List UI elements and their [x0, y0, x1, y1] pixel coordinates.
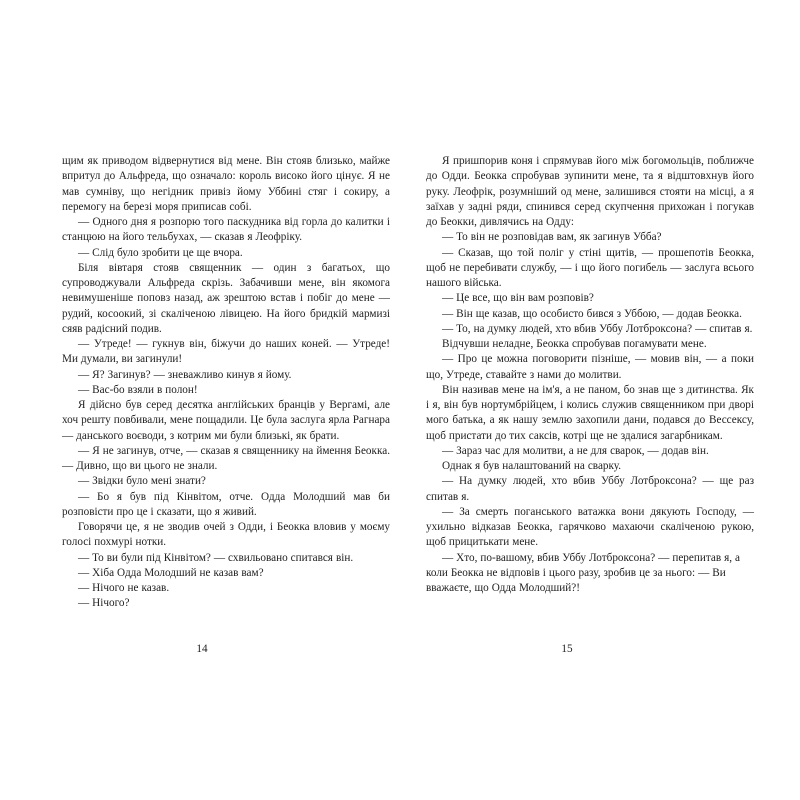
- paragraph: — Нічого?: [78, 597, 130, 610]
- paragraph: — Хто, по-вашому, вбив Уббу Лотброксона? — перепитав я, а коли Беокка не відповів і цього разу, зробив це за нього: — Ви вважаєте, що Одда Молодший?!: [426, 551, 740, 594]
- paragraph: Говорячи це, я не зводив очей з Одди, і Беокка вловив у моєму голосі похмурі нотки.: [62, 521, 390, 549]
- paragraph: — То, на думку людей, хто вбив Уббу Лотброксона? — спитав я.: [442, 322, 753, 335]
- paragraph: — Я? Загинув? — зневажливо кинув я йому.: [78, 368, 292, 381]
- paragraph: — Хіба Одда Молодший не казав вам?: [78, 566, 264, 579]
- left-page-number: 14: [196, 643, 208, 655]
- paragraph: — Я не загинув, отче, — сказав я священнику на ймення Беокка. — Дивно, що ви цього не знали.: [62, 444, 390, 472]
- paragraph: — Одного дня я розпорю того паскудника від горла до калитки і станцюю на його тельбухах, — сказав я Леофріку.: [62, 216, 390, 244]
- paragraph: Відчувши неладне, Беокка спробував погамувати мене.: [442, 338, 707, 350]
- left-page-text: [62, 154, 390, 612]
- paragraph: — Звідки було мені знати?: [78, 475, 206, 488]
- paragraph: — Вас-бо взяли в полон!: [78, 383, 198, 396]
- right-page-text: [426, 154, 754, 596]
- paragraph: — То ви були під Кінвітом? — схвильовано спитався він.: [78, 551, 354, 564]
- paragraph: Я дійсно був серед десятка англійських бранців у Вергамі, але хоч решту повбивали, мене пощадили. Це була заслуга ярла Рагнара — данського воєводи, з котрим ми були близькі, як брати.: [62, 399, 390, 442]
- paragraph: Він називав мене на ім'я, а не паном, бо знав ще з дитинства. Як і я, він був нортумбрійцем, і колись служив священником при дворі мого батька, а як нашу землю захопили дани, подався до Вессексу, щоб пристати до тих саксів, котрі ще не здалися загарбникам.: [426, 383, 754, 442]
- paragraph: — Сказав, що той поліг у стіні щитів, — прошепотів Беокка, щоб не перебивати службу, — і що його погибель — заслуга всього нашого війська.: [426, 246, 754, 289]
- paragraph: — За смерть поганського ватажка вони дякують Господу, — ухильно відказав Беокка, гарячково махаючи скаліченою рукою, щоб прицитькати мене.: [426, 505, 754, 549]
- paragraph: — Слід було зробити це ще вчора.: [78, 246, 243, 259]
- paragraph: щим як приводом відвернутися від мене. Він стояв близько, майже впритул до Альфреда, що означало: король високо його цінує. Я не мав сумніву, що негідник привіз йому Уббині стяг і сокиру, а перемогу на березі моря приписав собі.: [62, 155, 390, 213]
- paragraph: Однак я був налаштований на сварку.: [442, 460, 622, 472]
- paragraph: — То він не розповідав вам, як загинув Убба?: [442, 231, 662, 244]
- right-page-number: 15: [561, 643, 573, 655]
- paragraph: — Він ще казав, що особисто бився з Уббою, — додав Беокка.: [442, 307, 742, 320]
- paragraph: — Про це можна поговорити пізніше, — мовив він, — а поки що, Утреде, ставайте з нами до молитви.: [426, 353, 754, 381]
- paragraph: Я пришпорив коня і спрямував його між богомольців, поближче до Одди. Беокка спробував зупинити мене, та я відштовхнув його руку. Леофрік, розумніший од мене, залишився стояти на місці, а я заїхав у задні ряди, спинився серед скупчення прихожан і погукав до Беокки, дивлячись на Одду:: [426, 155, 754, 228]
- paragraph: Біля вівтаря стояв священник — один з багатьох, що супроводжували Альфреда скрізь. Забачивши мене, він якомога невимушеніше поповз назад, аж зрештою встав і побіг до мене — рудий, косоокий, зі скаліченою лівицею. На його бридкій мармизі сяяв радісний подив.: [62, 261, 390, 335]
- paragraph: — На думку людей, хто вбив Уббу Лотброксона? — ще раз спитав я.: [426, 475, 754, 503]
- paragraph: — Бо я був під Кінвітом, отче. Одда Молодший мав би розповісти про це і сказати, що я живий.: [62, 490, 390, 518]
- paragraph: — Це все, що він вам розповів?: [442, 292, 594, 305]
- paragraph: — Нічого не казав.: [78, 582, 170, 594]
- paragraph: — Утреде! — гукнув він, біжучи до наших коней. — Утреде! Ми думали, ви загинули!: [62, 338, 390, 366]
- paragraph: — Зараз час для молитви, а не для сварок, — додав він.: [442, 444, 709, 457]
